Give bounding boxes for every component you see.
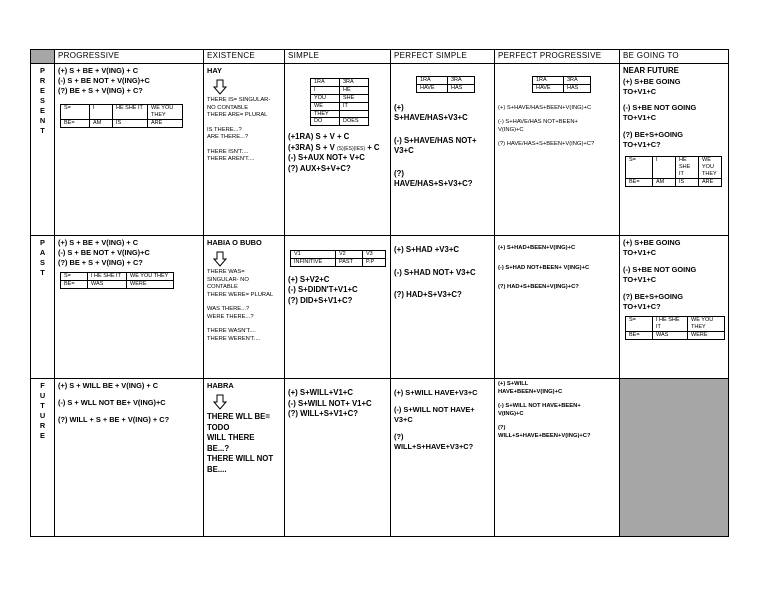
past-perfect-progressive-cell: (+) S+HAD+BEEN+V(ING)+C (-) S+HAD NOT+BEEN+ V(ING)+C (?) HAD+S+BEEN+V(ING)+C? [495,236,620,379]
present-perfect-progressive-cell: 1RA 3RA HAVE HAS (+) S+HAVE/HAS+BEEN+V(ING)+C (-) S+HAVE/HAS NOT+BEEN+ V(ING)+C (?) HAVE/HAS+S+BEEN+V(ING)+C? [495,64,620,236]
present-perfect-simple-cell: 1RA 3RA HAVE HAS (+) S+HAVE/HAS+V3+C (-) S+HAVE/HAS NOT+ V3+C (?) HAVE/HAS+S+V3+C? [391,64,495,236]
tense-label-future: F U T U R E [31,379,55,537]
present-progressive-cell: (+) S + BE + V(ING) + C (-) S + BE NOT + V(ING)+C (?) BE + S + V(ING) + C? S= I HE SHE IT WE YOU THEY BE= AM IS ARE [55,64,204,236]
future-perfect-progressive-cell: (+) S+WILL HAVE+BEEN+V(ING)+C (-) S+WILL NOT HAVE+BEEN+ V(ING)+C (?) WILL+S+HAVE+BEEN+V(ING)+C? [495,379,620,537]
tense-label-past: P A S T [31,236,55,379]
row-present [31,64,729,236]
present-simple-cell: 1RA 3RA I HE YOU SHE WE IT THEY DO DOES (+1RA) S + V + C (+3RA) S + V (S)(ES)(IES) + C (-) S+AUX NOT+ V+C (?) AUX+S+V+C? [285,64,391,236]
present-existence-cell: HAY THERE IS= SINGULAR- NO CONTABLE THERE ARE= PLURAL IS THERE...? ARE THERE...? THERE ISN'T.... THERE AREN'T.... [204,64,285,236]
verb-forms-table: V1 V2 V3 INFINITIVE PAST P.P [290,250,386,267]
corner-cell [31,50,55,64]
past-existence-cell: HABIA O BUBO THERE WAS= SINGULAR- NO CONTABLE THERE WERE= PLURAL WAS THERE...? WERE THERE...? THERE WASN'T.... THERE WEREN'T.... [204,236,285,379]
tense-label-present: P R E S E N T [31,64,55,236]
header-perfect-progressive: PERFECT PROGRESSIVE [495,50,620,64]
have-has-table: 1RA 3RA HAVE HAS [532,76,591,93]
header-perfect-simple: PERFECT SIMPLE [391,50,495,64]
be-table: S= I HE SHE IT WE YOU THEY BE= AM IS ARE [60,104,183,128]
future-going-to-cell-empty [620,379,729,537]
header-simple: SIMPLE [285,50,391,64]
down-arrow-icon [213,251,227,267]
row-past [31,236,729,379]
header-existence: EXISTENCE [204,50,285,64]
row-future [31,379,729,537]
past-going-to-cell: (+) S+BE GOING TO+V1+C (-) S+BE NOT GOING TO+V1+C (?) BE+S+GOING TO+V1+C? S= I HE SHE IT WE YOU THEY BE= WAS WERE [620,236,729,379]
aux-table: 1RA 3RA I HE YOU SHE WE IT THEY DO DOES [310,78,369,126]
past-perfect-simple-cell: (+) S+HAD +V3+C (-) S+HAD NOT+ V3+C (?) HAD+S+V3+C? [391,236,495,379]
header-going-to: BE GOING TO [620,50,729,64]
header-progressive: PROGRESSIVE [55,50,204,64]
have-has-table: 1RA 3RA HAVE HAS [416,76,475,93]
be-table: S= I HE SHE IT WE YOU THEY BE= WAS WERE [625,316,725,340]
be-table: S= I HE SHE IT WE YOU THEY BE= AM IS ARE [625,156,722,187]
be-table: S= I HE SHE IT WE YOU THEY BE= WAS WERE [60,272,174,289]
down-arrow-icon [213,79,227,95]
present-going-to-cell: NEAR FUTURE (+) S+BE GOING TO+V1+C (-) S+BE NOT GOING TO+V1+C (?) BE+S+GOING TO+V1+C? S= I HE SHE IT WE YOU THEY BE= AM IS ARE [620,64,729,236]
tense-grid [30,49,729,537]
future-perfect-simple-cell: (+) S+WILL HAVE+V3+C (-) S+WILL NOT HAVE+ V3+C (?) WILL+S+HAVE+V3+C? [391,379,495,537]
past-progressive-cell: (+) S + BE + V(ING) + C (-) S + BE NOT + V(ING)+C (?) BE + S + V(ING) + C? S= I HE SHE IT WE YOU THEY BE= WAS WERE [55,236,204,379]
down-arrow-icon [213,394,227,410]
future-simple-cell: (+) S+WILL+V1+C (-) S+WILL NOT+ V1+C (?) WILL+S+V1+C? [285,379,391,537]
future-existence-cell: HABRA THERE WLL BE= TODO WILL THERE BE...? THERE WILL NOT BE.... [204,379,285,537]
future-progressive-cell: (+) S + WILL BE + V(ING) + C (-) S + WLL NOT BE+ V(ING)+C (?) WILL + S + BE + V(ING) + C? [55,379,204,537]
header-row [31,50,729,64]
past-simple-cell: V1 V2 V3 INFINITIVE PAST P.P (+) S+V2+C (-) S+DIDN'T+V1+C (?) DID+S+V1+C? [285,236,391,379]
